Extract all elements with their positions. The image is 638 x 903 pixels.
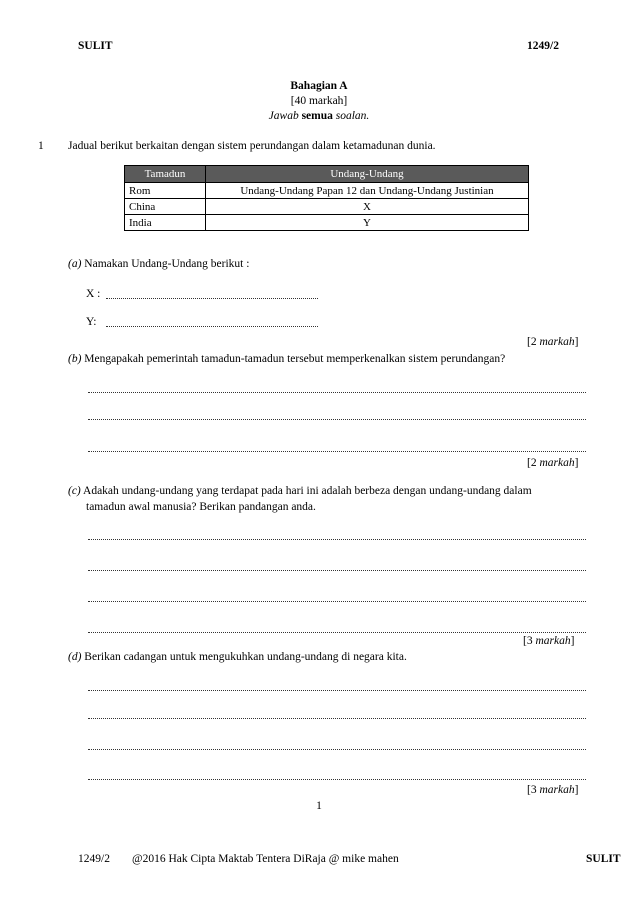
section-marks: [40 markah] (290, 95, 348, 107)
answer-line[interactable] (88, 601, 586, 602)
marks-label: [2 markah] (527, 457, 579, 469)
answer-line[interactable] (88, 419, 586, 420)
footer-right: SULIT (586, 853, 621, 865)
answer-line[interactable] (88, 451, 586, 452)
section-instruction: Jawab semua soalan. (268, 110, 370, 122)
table-header-row (125, 166, 529, 183)
page-number: 1 (316, 800, 322, 812)
table-cell: India (125, 215, 206, 231)
section-title: Bahagian A (290, 80, 348, 92)
footer-copyright: @2016 Hak Cipta Maktab Tentera DiRaja @ mike mahen (132, 853, 399, 865)
answer-line[interactable] (88, 749, 586, 750)
part-c-question: (c) Adakah undang-undang yang terdapat pada hari ini adalah berbeza dengan undang-undang dalam (68, 485, 532, 497)
answer-y-label: Y: (86, 316, 97, 328)
table-row (125, 215, 529, 231)
answer-line[interactable] (88, 779, 586, 780)
answer-line[interactable] (88, 570, 586, 571)
question-stem: Jadual berikut berkaitan dengan sistem perundangan dalam ketamadunan dunia. (68, 140, 436, 152)
answer-line[interactable] (88, 632, 586, 633)
table-row (125, 183, 529, 199)
question-number: 1 (38, 140, 44, 152)
table-cell: Undang-Undang Papan 12 dan Undang-Undang Justinian (206, 183, 529, 199)
table-cell: Y (206, 215, 529, 231)
table-cell: X (206, 199, 529, 215)
answer-line[interactable] (106, 326, 318, 327)
footer-code: 1249/2 (78, 853, 110, 865)
part-d-question: (d) Berikan cadangan untuk mengukuhkan undang-undang di negara kita. (68, 651, 407, 663)
answer-line[interactable] (88, 539, 586, 540)
answer-line[interactable] (106, 298, 318, 299)
answer-x-label: X : (86, 288, 101, 300)
marks-label: [3 markah] (527, 784, 579, 796)
part-b-question: (b) Mengapakah pemerintah tamadun-tamadun tersebut memperkenalkan sistem perundangan? (68, 353, 506, 365)
laws-table (124, 165, 529, 231)
header-left: SULIT (78, 40, 113, 52)
answer-line[interactable] (88, 392, 586, 393)
table-cell: Rom (125, 183, 206, 199)
table-cell: China (125, 199, 206, 215)
answer-line[interactable] (88, 718, 586, 719)
answer-line[interactable] (88, 690, 586, 691)
table-header: Undang-Undang (206, 166, 529, 183)
part-a-question: (a) Namakan Undang-Undang berikut : (68, 258, 250, 270)
header-right: 1249/2 (527, 40, 559, 52)
table-row (125, 199, 529, 215)
marks-label: [2 markah] (527, 336, 579, 348)
marks-label: [3 markah] (523, 635, 575, 647)
part-c-question-cont: tamadun awal manusia? Berikan pandangan anda. (86, 501, 316, 513)
table-header: Tamadun (125, 166, 206, 183)
